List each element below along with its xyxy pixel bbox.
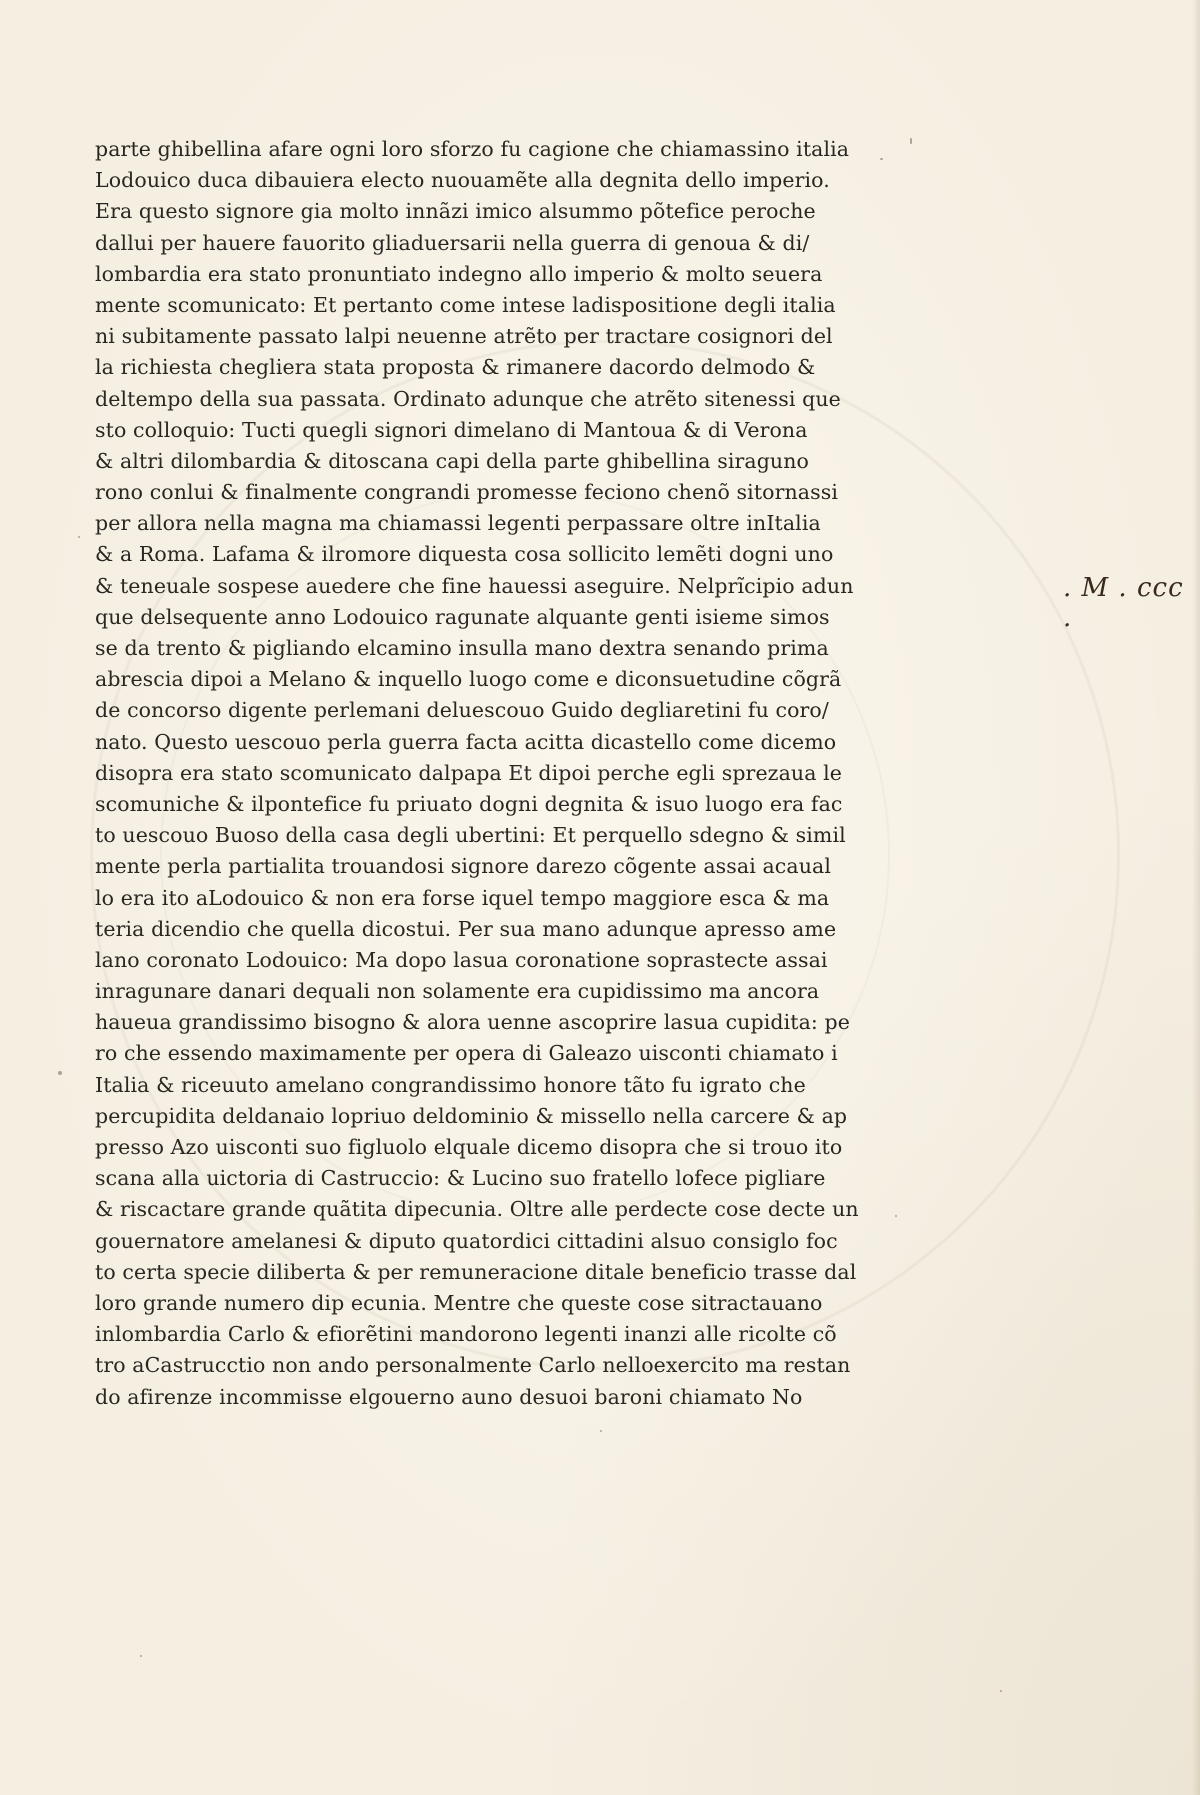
- text-line-37: to certa specie diliberta & per remuneracione ditale beneficio trasse dal: [95, 1259, 857, 1284]
- text-line-40: tro aCastrucctio non ando personalmente Carlo nelloexercito ma restan: [95, 1353, 851, 1378]
- text-line-25: lo era ito aLodouico & non era forse iquel tempo maggiore esca & ma: [95, 885, 830, 910]
- text-line-39: inlombardia Carlo & efiorẽtini mandorono legenti inanzi alle ricolte cõ: [95, 1322, 837, 1347]
- text-line-11: & altri dilombardia & ditoscana capi della parte ghibellina siraguno: [95, 448, 809, 473]
- paper-speck: [140, 1655, 142, 1657]
- text-line-23: to uescouo Buoso della casa degli ubertini: Et perquello sdegno & simil: [95, 823, 846, 848]
- paper-speck: [895, 1215, 897, 1217]
- paper-speck: [910, 138, 912, 144]
- text-line-24: mente perla partialita trouandosi signore darezo cõgente assai acaual: [95, 854, 831, 879]
- text-line-7: ni subitamente passato lalpi neuenne atrẽto per tractare cosignori del: [95, 324, 833, 349]
- text-line-41: do afirenze incommisse elgouerno auno desuoi baroni chiamato No: [95, 1384, 803, 1409]
- text-line-8: la richiesta chegliera stata proposta & rimanere dacordo delmodo &: [95, 355, 816, 380]
- text-line-34: scana alla uictoria di Castruccio: & Lucino suo fratello lofece pigliare: [95, 1166, 826, 1191]
- text-line-5: lombardia era stato pronuntiato indegno allo imperio & molto seuera: [95, 261, 823, 286]
- text-line-9: deltempo della sua passata. Ordinato adunque che atrẽto sitenessi que: [95, 386, 841, 411]
- text-line-14: & a Roma. Lafama & ilromore diquesta cosa sollicito lemẽti dogni uno: [95, 542, 834, 567]
- page-edge-shadow: [1192, 0, 1200, 1795]
- body-text: [95, 134, 865, 1413]
- paper-speck: [58, 1071, 62, 1075]
- paper-speck: [880, 158, 883, 160]
- text-line-33: presso Azo uisconti suo figluolo elquale dicemo disopra che si trouo ito: [95, 1135, 843, 1159]
- text-line-1: parte ghibellina afare ogni loro sforzo fu cagione che chiamassino italia: [95, 137, 850, 161]
- text-line-28: inragunare danari dequali non solamente era cupidissimo ma ancora: [95, 979, 820, 1004]
- text-line-26: teria dicendio che quella dicostui. Per sua mano adunque apresso ame: [95, 916, 837, 941]
- text-line-2: Lodouico duca dibauiera electo nuouamẽte alla degnita dello imperio.: [95, 168, 830, 193]
- text-line-31: Italia & riceuuto amelano congrandissimo honore tãto fu igrato che: [95, 1072, 806, 1097]
- text-line-32: percupidita deldanaio lopriuo deldominio & missello nella carcere & ap: [95, 1103, 848, 1128]
- text-line-6: mente scomunicato: Et pertanto come intese ladispositione degli italia: [95, 292, 836, 317]
- text-line-15: & teneuale sospese auedere che fine hauessi aseguire. Nelprĩcipio adun: [95, 573, 854, 598]
- text-line-17: se da trento & pigliando elcamino insulla mano dextra senando prima: [95, 636, 829, 660]
- marginal-note: . M . ccc .: [1063, 573, 1184, 633]
- paper-speck: [1000, 1690, 1002, 1692]
- paper-speck: [600, 1430, 602, 1432]
- text-line-22: scomuniche & ilpontefice fu priuato dogni degnita & isuo luogo era fac: [95, 791, 843, 816]
- paper-speck: [78, 536, 80, 538]
- text-line-13: per allora nella magna ma chiamassi legenti perpassare oltre inItalia: [95, 511, 821, 536]
- text-line-4: dallui per hauere fauorito gliaduersarii nella guerra di genoua & di/: [95, 230, 810, 255]
- text-line-27: lano coronato Lodouico: Ma dopo lasua coronatione soprastecte assai: [95, 947, 828, 972]
- text-line-3: Era questo signore gia molto innãzi imico alsummo põtefice peroche: [95, 199, 816, 224]
- text-line-16: que delsequente anno Lodouico ragunate alquante genti isieme simos: [95, 604, 830, 629]
- text-line-12: rono conlui & finalmente congrandi promesse feciono chenõ sitornassi: [95, 480, 839, 505]
- text-line-21: disopra era stato scomunicato dalpapa Et dipoi perche egli sprezaua le: [95, 760, 843, 785]
- text-line-38: loro grande numero dip ecunia. Mentre che queste cose sitractauano: [95, 1290, 823, 1315]
- text-line-20: nato. Questo uescouo perla guerra facta acitta dicastello come dicemo: [95, 729, 837, 754]
- text-line-35: & riscactare grande quãtita dipecunia. Oltre alle perdecte cose decte un: [95, 1197, 859, 1222]
- text-line-29: haueua grandissimo bisogno & alora uenne ascoprire lasua cupidita: pe: [95, 1010, 850, 1035]
- text-line-19: de concorso digente perlemani deluescouo Guido degliaretini fu coro/: [95, 698, 829, 723]
- text-line-36: gouernatore amelanesi & diputo quatordici cittadini alsuo consiglo foc: [95, 1228, 838, 1253]
- text-line-18: abrescia dipoi a Melano & inquello luogo come e diconsuetudine cõgrã: [95, 667, 842, 692]
- text-line-10: sto colloquio: Tucti quegli signori dimelano di Mantoua & di Verona: [95, 417, 808, 442]
- text-line-30: ro che essendo maximamente per opera di Galeazo uisconti chiamato i: [95, 1041, 838, 1066]
